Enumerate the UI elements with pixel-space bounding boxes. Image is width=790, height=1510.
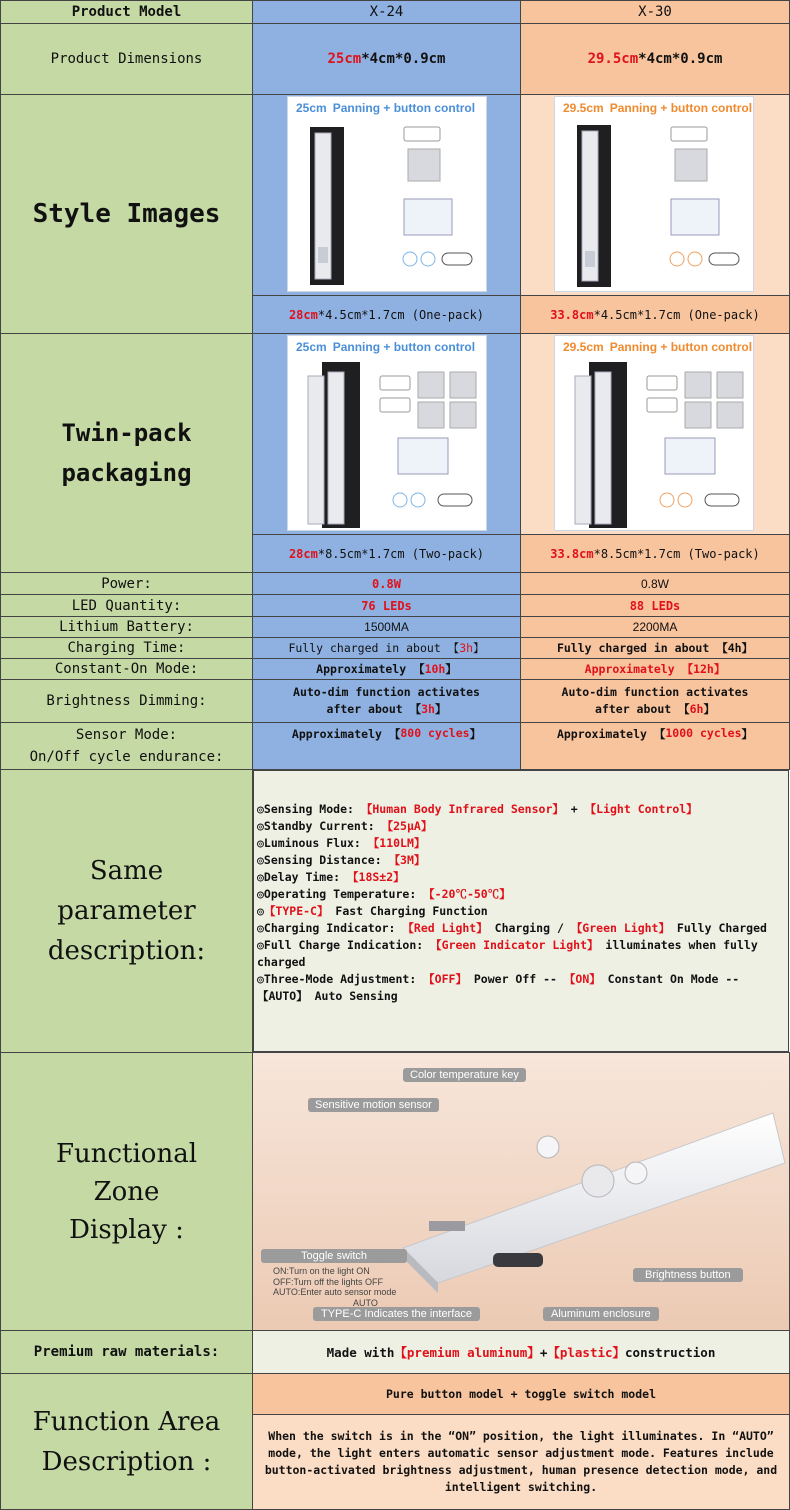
materials-post: construction bbox=[625, 1344, 716, 1360]
functional-zone-image bbox=[252, 1052, 790, 1331]
twin-pack-image-x30 bbox=[554, 335, 754, 531]
power-x24: 0.8W bbox=[252, 572, 521, 595]
sensor-x24 bbox=[252, 722, 521, 770]
dimensions-x30-rest: *4cm*0.9cm bbox=[638, 51, 723, 67]
single-pack-size-x30-red: 33.8cm bbox=[550, 307, 594, 322]
sensor-label bbox=[0, 722, 253, 770]
same-params-label-line2: parameter bbox=[57, 896, 196, 926]
power-label: Power: bbox=[0, 572, 253, 595]
twin-pack-label bbox=[0, 333, 253, 573]
twin-pack-size-x24-rest: *8.5cm*1.7cm (Two-pack) bbox=[317, 546, 485, 561]
callout-toggle-switch: Toggle switch bbox=[261, 1249, 407, 1263]
twin-pack-illustration-x24 bbox=[288, 336, 488, 532]
toggle-note-off: OFF:Turn off the lights OFF bbox=[273, 1276, 384, 1287]
dimensions-x24-length: 25cm bbox=[327, 51, 362, 67]
led-label: LED Quantity: bbox=[0, 594, 253, 617]
dimming-x24-line2: after about 【3h】 bbox=[326, 702, 447, 716]
sensor-x24-post: 】 bbox=[469, 727, 482, 741]
same-params-label-line3: description: bbox=[47, 936, 206, 966]
style-images-label: Style Images bbox=[0, 94, 253, 334]
sensor-x24-pre: Approximately 【 bbox=[291, 727, 401, 741]
callout-type-c: TYPE-C Indicates the interface bbox=[313, 1307, 480, 1321]
callout-brightness: Brightness button bbox=[633, 1268, 743, 1282]
same-params-label bbox=[0, 769, 253, 1053]
charging-x30: Fully charged in about 【4h】 bbox=[520, 637, 790, 659]
param-line: ◎Full Charge Indication: 【Green Indicator Light】 illuminates when fully charged bbox=[257, 938, 758, 969]
single-pack-image-x30 bbox=[554, 96, 754, 292]
toggle-switch-notes bbox=[273, 1266, 396, 1308]
sensor-x30 bbox=[520, 722, 790, 770]
dimming-x30 bbox=[520, 679, 790, 723]
charging-x24-post: 】 bbox=[473, 641, 485, 655]
single-pack-size-x30 bbox=[520, 295, 790, 334]
header-x24: X-24 bbox=[252, 0, 521, 24]
twin-pack-size-x30-red: 33.8cm bbox=[550, 546, 594, 561]
same-params-label-line1: Same bbox=[89, 856, 164, 886]
battery-label: Lithium Battery: bbox=[0, 616, 253, 638]
param-line: ◎Sensing Distance: 【3M】 bbox=[257, 853, 426, 867]
toggle-note-auto-label: AUTO bbox=[353, 1297, 378, 1308]
constant-on-x24-pre: Approximately 【 bbox=[316, 662, 425, 676]
twin-pack-size-x24 bbox=[252, 534, 521, 573]
param-line: ◎Operating Temperature: 【-20℃-50℃】 bbox=[257, 887, 511, 901]
twin-pack-label-line2: packaging bbox=[61, 459, 192, 487]
function-area-label bbox=[0, 1373, 253, 1510]
twin-pack-size-x30 bbox=[520, 534, 790, 573]
param-line: ◎Delay Time: 【18S±2】 bbox=[257, 870, 405, 884]
sensor-x24-value: 800 cycles bbox=[400, 726, 470, 740]
functional-zone-label-line2: Zone bbox=[93, 1176, 160, 1207]
twin-pack-size-x30-rest: *8.5cm*1.7cm (Two-pack) bbox=[593, 546, 760, 561]
dimensions-x30 bbox=[520, 23, 790, 95]
dimensions-x24 bbox=[252, 23, 521, 95]
charging-x24 bbox=[252, 637, 521, 659]
materials-label: Premium raw materials: bbox=[0, 1330, 253, 1374]
dimensions-x30-length: 29.5cm bbox=[587, 51, 639, 67]
param-line: ◎【TYPE-C】 Fast Charging Function bbox=[257, 904, 488, 918]
function-area-description: When the switch is in the “ON” position, the light illuminates. In “AUTO” mode, the light enters automatic sensor adjustment mode. Features include button-activated brightness adjustment, human presence detection mode, and intelligent switching. bbox=[252, 1414, 790, 1510]
sensor-label-line2: On/Off cycle endurance: bbox=[29, 749, 224, 765]
function-area-label-line2: Description : bbox=[41, 1446, 212, 1477]
sensor-x30-pre: Approximately 【 bbox=[556, 727, 666, 741]
param-line: ◎Luminous Flux: 【110LM】 bbox=[257, 836, 426, 850]
single-pack-size-x24-red: 28cm bbox=[288, 307, 318, 322]
function-area-model: Pure button model + toggle switch model bbox=[252, 1373, 790, 1415]
power-x30: 0.8W bbox=[520, 572, 790, 595]
single-pack-size-x30-rest: *4.5cm*1.7cm (One-pack) bbox=[593, 307, 760, 322]
constant-on-x30: Approximately 【12h】 bbox=[520, 658, 790, 680]
param-line: ◎Three-Mode Adjustment: 【OFF】 Power Off -- 【ON】 Constant On Mode -- 【AUTO】 Auto Sensing bbox=[257, 972, 740, 1003]
twin-pack-illustration-x30 bbox=[555, 336, 755, 532]
single-pack-title-x24: 25cm Panning + button control bbox=[296, 101, 476, 115]
param-line: ◎Standby Current: 【25μA】 bbox=[257, 819, 433, 833]
charging-x24-pre: Fully charged in about 【 bbox=[288, 641, 460, 655]
single-pack-title-x30: 29.5cm Panning + button control bbox=[563, 101, 753, 115]
dimming-label: Brightness Dimming: bbox=[0, 679, 253, 723]
charging-label: Charging Time: bbox=[0, 637, 253, 659]
battery-x24: 1500MA bbox=[252, 616, 521, 638]
sensor-x30-value: 1000 cycles bbox=[665, 726, 742, 740]
single-pack-illustration-x30 bbox=[555, 97, 755, 293]
functional-zone-label bbox=[0, 1052, 253, 1331]
twin-pack-image-x24 bbox=[287, 335, 487, 531]
twin-pack-label-line1: Twin-pack bbox=[61, 419, 192, 447]
toggle-note-auto: AUTO:Enter auto sensor mode bbox=[273, 1287, 397, 1297]
single-pack-illustration-x24 bbox=[288, 97, 488, 293]
callout-motion-sensor: Sensitive motion sensor bbox=[308, 1098, 439, 1112]
materials-aluminum: 【premium aluminum】 bbox=[394, 1345, 540, 1360]
constant-on-x24-value: 10h bbox=[424, 662, 446, 676]
constant-on-x24-post: 】 bbox=[445, 662, 457, 676]
function-area-label-line1: Function Area bbox=[32, 1406, 221, 1437]
single-pack-image-x24 bbox=[287, 96, 487, 292]
sensor-x30-post: 】 bbox=[741, 727, 754, 741]
sensor-label-line1: Sensor Mode: bbox=[75, 727, 178, 743]
same-params-list bbox=[253, 770, 789, 1052]
single-pack-size-x24 bbox=[252, 295, 521, 334]
toggle-note-on: ON:Turn on the light ON bbox=[273, 1266, 370, 1276]
dimming-x30-line2: after about 【6h】 bbox=[595, 702, 715, 716]
dimensions-x24-rest: *4cm*0.9cm bbox=[361, 51, 446, 67]
materials-pre: Made with bbox=[326, 1344, 395, 1360]
led-x24: 76 LEDs bbox=[252, 594, 521, 617]
callout-color-temperature: Color temperature key bbox=[403, 1068, 526, 1082]
charging-x24-value: 3h bbox=[459, 641, 474, 655]
twin-pack-title-x30: 29.5cm Panning + button control bbox=[563, 340, 753, 354]
functional-zone-label-line1: Functional bbox=[55, 1138, 198, 1169]
twin-pack-size-x24-red: 28cm bbox=[288, 546, 318, 561]
twin-pack-title-x24: 25cm Panning + button control bbox=[296, 340, 476, 354]
header-label: Product Model bbox=[0, 0, 253, 24]
materials-plastic: 【plastic】 bbox=[547, 1345, 626, 1360]
param-line: ◎Sensing Mode: 【Human Body Infrared Sensor】 + 【Light Control】 bbox=[257, 802, 698, 816]
param-line: ◎Charging Indicator: 【Red Light】 Charging / 【Green Light】 Fully Charged bbox=[257, 921, 767, 935]
dimming-x24 bbox=[252, 679, 521, 723]
dimensions-label: Product Dimensions bbox=[0, 23, 253, 95]
callout-aluminum: Aluminum enclosure bbox=[543, 1307, 659, 1321]
dimming-x24-line1: Auto-dim function activates bbox=[293, 685, 480, 699]
single-pack-size-x24-rest: *4.5cm*1.7cm (One-pack) bbox=[317, 307, 485, 322]
materials-value bbox=[252, 1330, 790, 1374]
constant-on-label: Constant-On Mode: bbox=[0, 658, 253, 680]
led-x30: 88 LEDs bbox=[520, 594, 790, 617]
battery-x30: 2200MA bbox=[520, 616, 790, 638]
dimming-x30-line1: Auto-dim function activates bbox=[561, 685, 749, 699]
header-x30: X-30 bbox=[520, 0, 790, 24]
materials-plus: + bbox=[539, 1344, 548, 1360]
functional-zone-label-line3: Display : bbox=[69, 1214, 184, 1245]
constant-on-x24 bbox=[252, 658, 521, 680]
